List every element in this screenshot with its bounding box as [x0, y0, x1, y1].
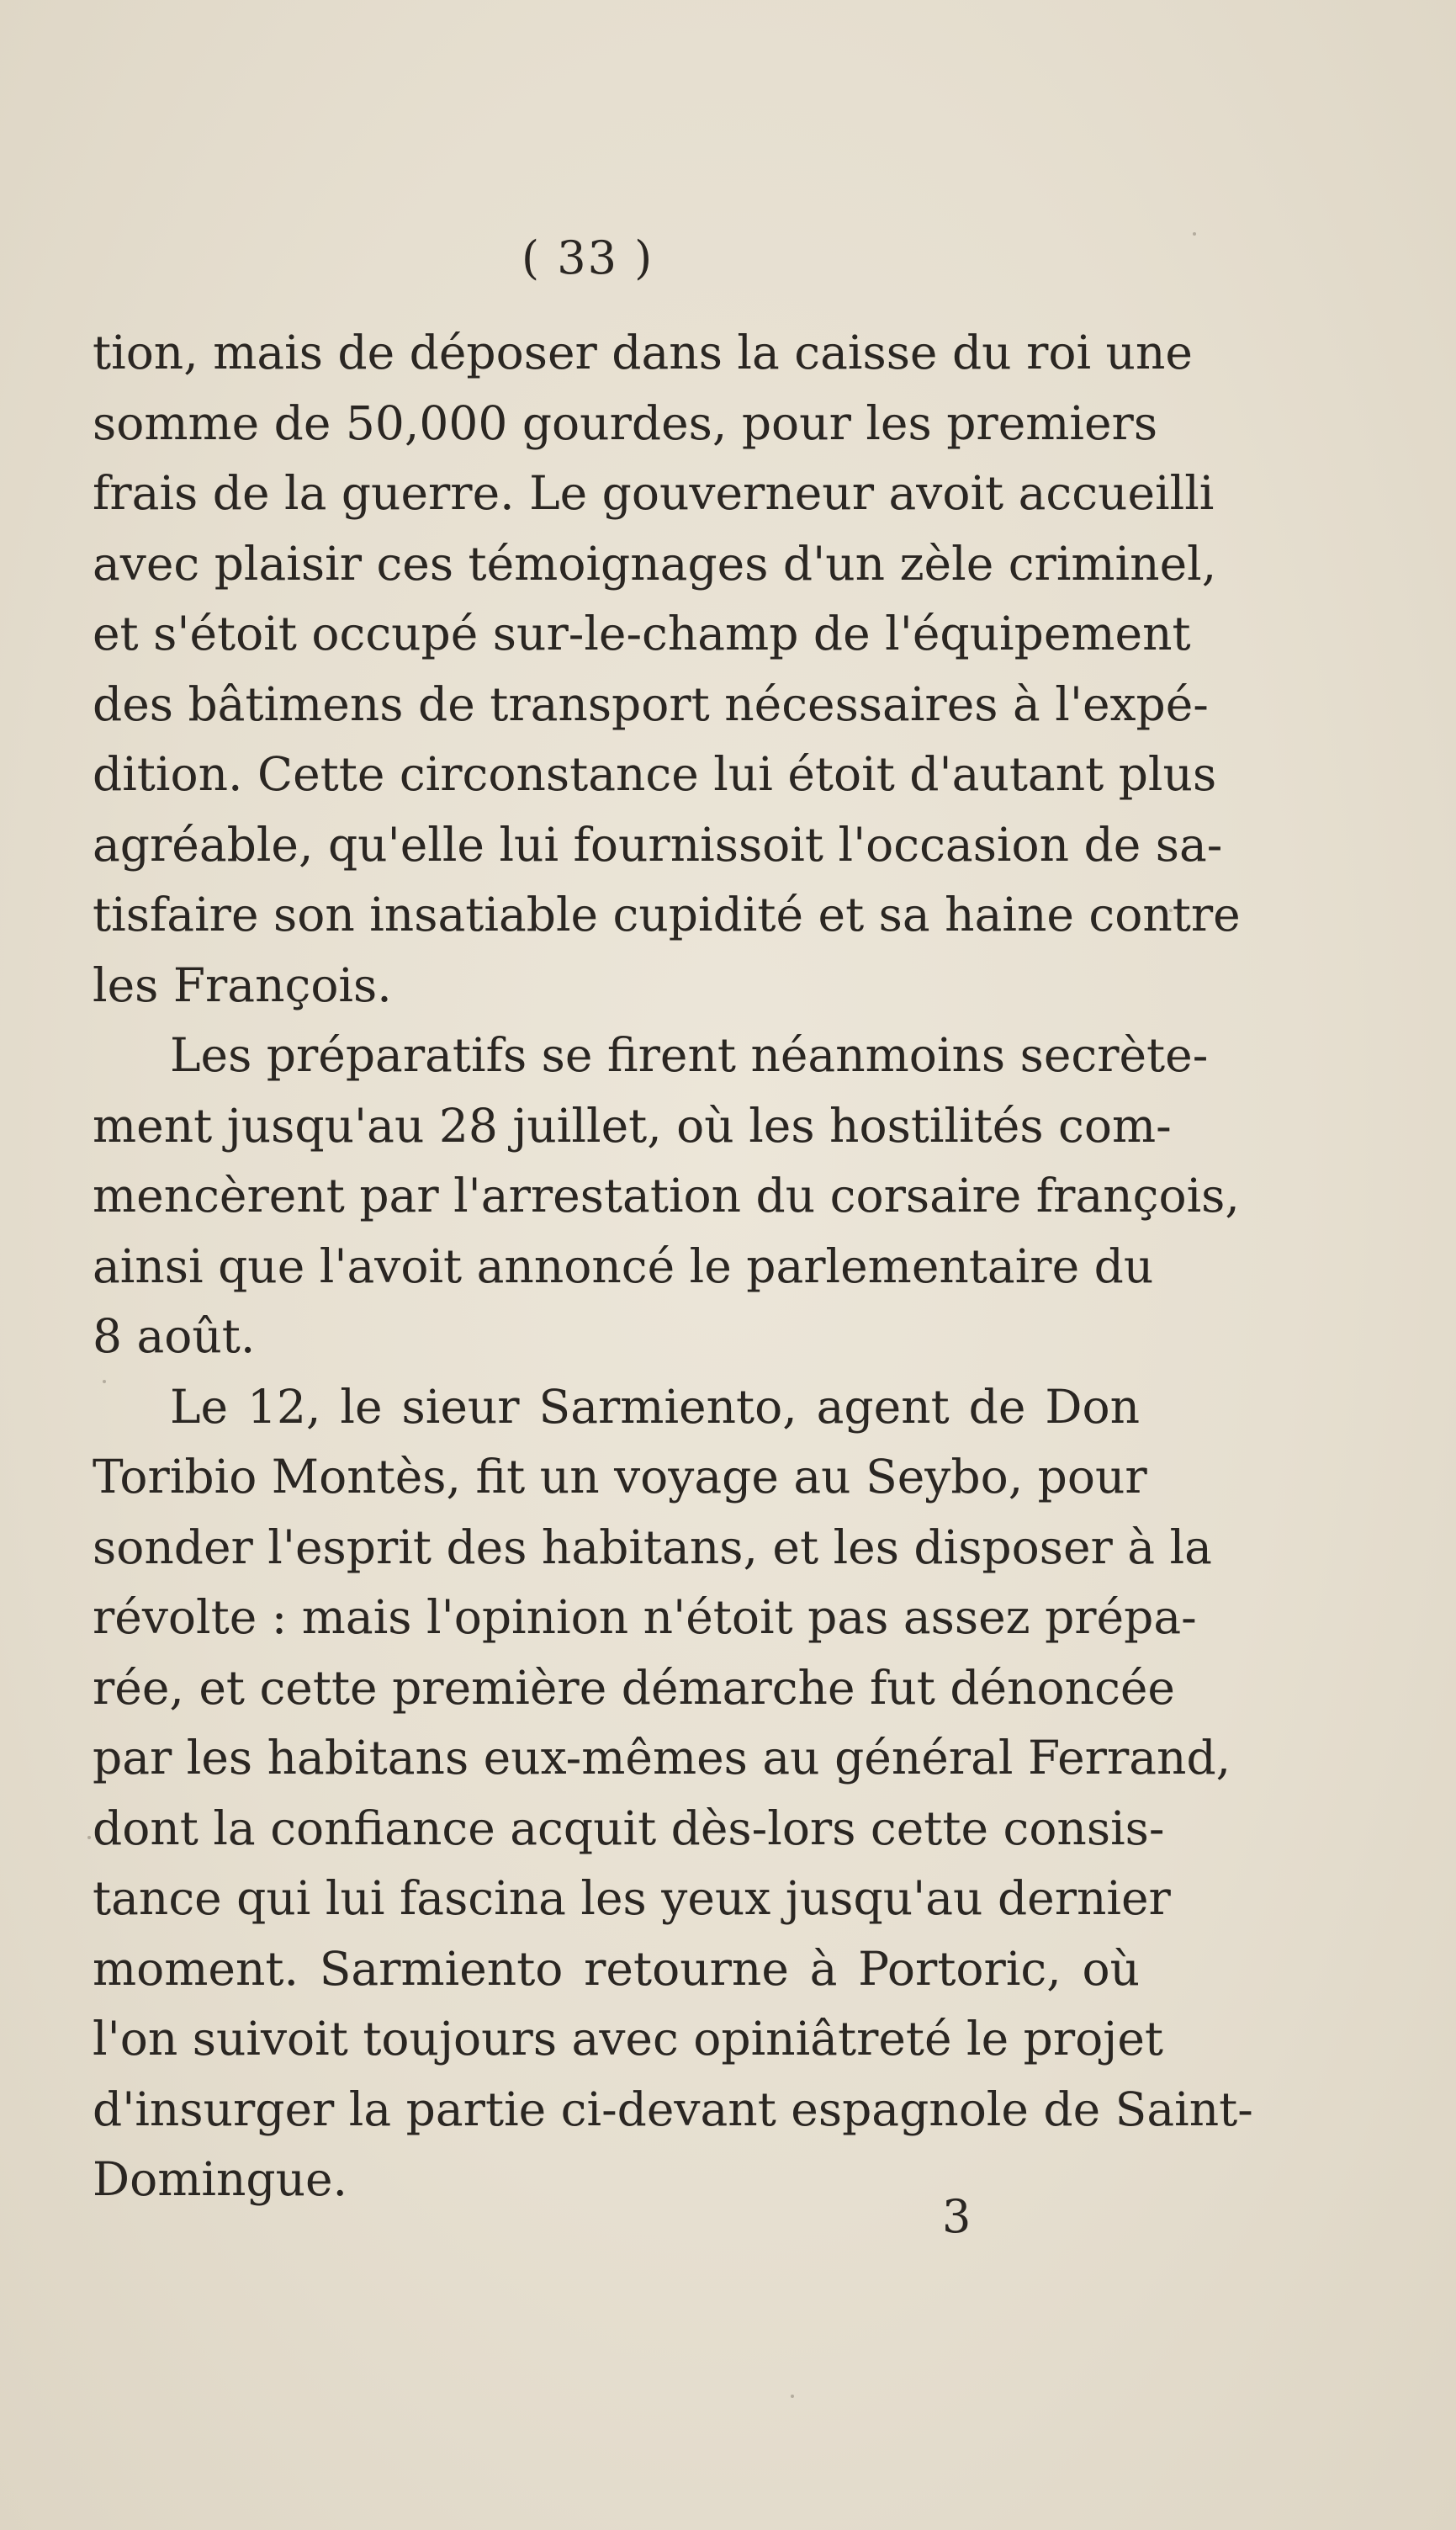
text-line: révolte : mais l'opinion n'étoit pas assez prépa- [93, 1590, 1197, 1644]
text-line: somme de 50,000 gourdes, pour les premiers [93, 395, 1158, 450]
text-line: dont la confiance acquit dès-lors cette consis- [93, 1801, 1165, 1855]
text-line: les François. [93, 957, 392, 1012]
paper-speck [1169, 909, 1173, 912]
text-line: par les habitans eux-mêmes au général Ferrand, [93, 1731, 1231, 1785]
paragraph-1 [93, 318, 1241, 1021]
paper-speck [1193, 232, 1196, 236]
text-line: agréable, qu'elle lui fournissoit l'occasion de sa- [93, 817, 1223, 872]
text-line: tion, mais de déposer dans la caisse du roi une [93, 326, 1193, 379]
text-line: ment jusqu'au 28 juillet, où les hostilités com- [93, 1098, 1172, 1153]
paper-speck [791, 2395, 794, 2398]
signature-mark: 3 [942, 2190, 972, 2243]
text-line: tance qui lui fascina les yeux jusqu'au dernier [93, 1871, 1171, 1925]
text-line: Le 12, le sieur Sarmiento, agent de Don [170, 1379, 1140, 1434]
paper-speck [103, 1380, 106, 1383]
text-line: l'on suivoit toujours avec opiniâtreté le projet [93, 2012, 1163, 2066]
text-line: 8 août. [93, 1309, 256, 1363]
text-line: et s'étoit occupé sur-le-champ de l'équipement [93, 607, 1191, 660]
paragraph-3 [93, 1372, 1253, 2215]
text-line: frais de la guerre. Le gouverneur avoit accueilli [93, 466, 1215, 520]
text-line: avec plaisir ces témoignages d'un zèle criminel, [93, 536, 1217, 591]
text-line: tisfaire son insatiable cupidité et sa haine contre [93, 888, 1241, 941]
text-line: ainsi que l'avoit annoncé le parlementaire du [93, 1238, 1154, 1293]
text-line: Toribio Montès, fit un voyage au Seybo, pour [93, 1450, 1147, 1504]
page-header [0, 229, 1456, 288]
text-line: Domingue. [93, 2152, 348, 2206]
text-line: mencèrent par l'arrestation du corsaire françois, [93, 1169, 1240, 1223]
text-line: sonder l'esprit des habitans, et les disposer à la [93, 1520, 1212, 1574]
text-line: dition. Cette circonstance lui étoit d'autant plus [93, 747, 1217, 801]
text-line: moment. Sarmiento retourne à Portoric, où [93, 1941, 1140, 1996]
body-text [93, 318, 1253, 2215]
text-line: d'insurger la partie ci-devant espagnole de Saint- [93, 2082, 1253, 2136]
text-line: Les préparatifs se firent néanmoins secrète- [170, 1028, 1209, 1082]
paper-speck [87, 1836, 91, 1839]
page-number: ( 33 ) [522, 231, 654, 284]
text-line: rée, et cette première démarche fut dénoncée [93, 1660, 1175, 1715]
text-line: des bâtimens de transport nécessaires à l'expé- [93, 676, 1209, 731]
paragraph-2 [93, 1021, 1240, 1372]
